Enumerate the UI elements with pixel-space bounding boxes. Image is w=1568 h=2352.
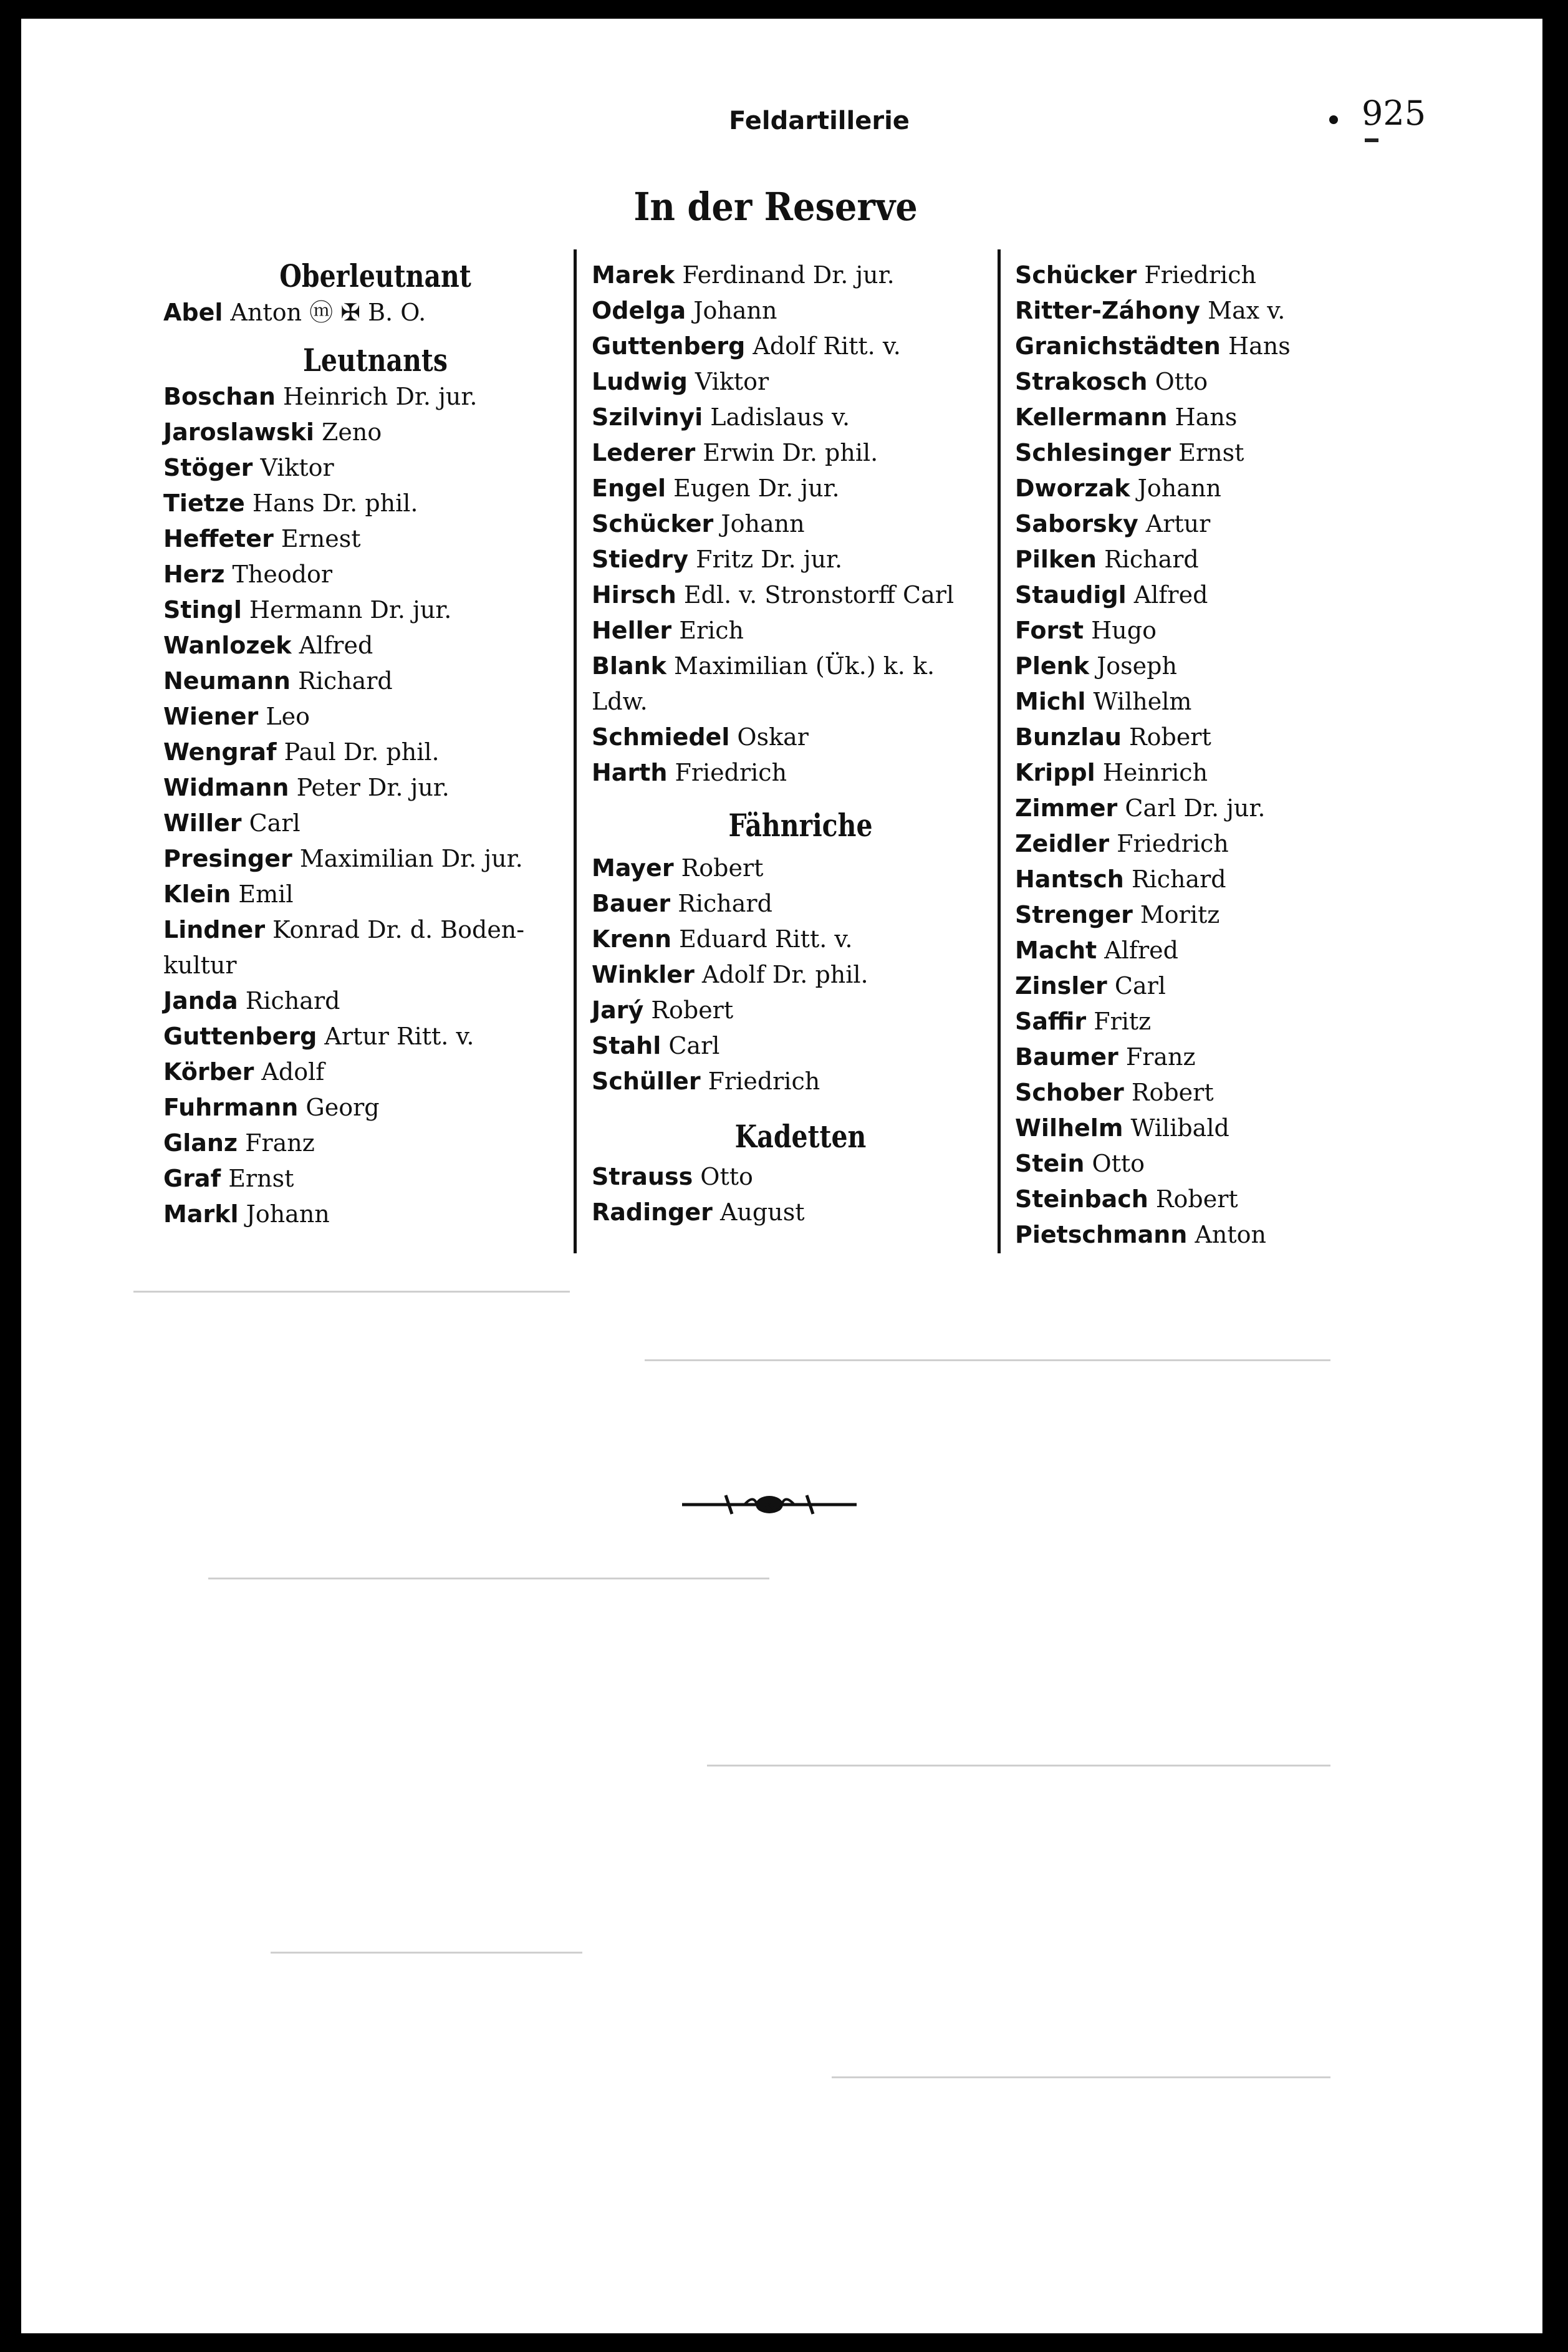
entry-surname: Lederer [592,439,696,466]
entry-surname: Schmiedel [592,723,730,751]
roster-entry [163,295,587,330]
entry-given-names: Anton [1187,1221,1266,1248]
entry-given-names: Otto [1084,1150,1145,1177]
entry-surname: Guttenberg [592,332,746,360]
entry-surname: Heller [592,617,672,644]
roster-entry [592,293,1009,329]
roster-entry [592,1064,1009,1099]
roster-entry [1015,329,1402,364]
entry-given-names: Eduard Ritt. v. [671,925,853,953]
entry-surname: Wilhelm [1015,1114,1123,1142]
entry-given-names: Friedrich [700,1068,820,1095]
entry-given-names: Anton ⓜ ✠ B. O. [223,299,426,326]
entry-surname: Steinbach [1015,1185,1148,1213]
entry-given-names: Otto [693,1163,753,1190]
entry-surname: Stöger [163,454,253,481]
entry-surname: Wanlozek [163,632,292,659]
roster-entry [1015,1146,1402,1182]
roster-entry [1015,435,1402,471]
bleed-through [271,1952,582,1954]
entry-given-names: Maximilian (Ük.) k. k. [666,652,935,680]
column-divider-left [574,249,577,1253]
entry-surname: Strakosch [1015,368,1148,395]
entry-given-names: Franz [238,1129,315,1157]
roster-entry [1015,720,1402,755]
entry-given-names: Friedrich [1137,261,1256,289]
entry-given-names: Hans [1167,403,1238,431]
entry-given-names: Viktor [253,454,334,481]
entry-given-names: Robert [643,996,734,1024]
entry-given-names: Robert [673,854,764,882]
entry-given-names: Max v. [1200,297,1286,324]
page-dot-mark [1329,115,1338,124]
entry-given-names: Carl [661,1032,720,1059]
entry-given-names: Ernst [1171,439,1244,466]
entry-given-names: Ldw. [592,688,648,715]
entry-surname: Pietschmann [1015,1221,1188,1248]
entry-given-names: Erich [671,617,744,644]
bleed-through [645,1359,1330,1361]
roster-entry [163,841,587,877]
heading-leutnants: Leutnants [303,342,448,378]
roster-entry [592,329,1009,364]
entry-surname: Heffeter [163,525,274,552]
entry-given-names: Paul Dr. phil. [276,738,440,766]
entry-given-names: August [712,1198,805,1226]
entry-given-names: Ernest [273,525,361,552]
entry-given-names: Franz [1118,1043,1196,1071]
entry-given-names: Zeno [314,418,382,446]
roster-entry [1015,258,1402,293]
roster-entry [592,1028,1009,1064]
entry-given-names: Ladislaus v. [703,403,850,431]
entry-given-names: Robert [1121,723,1211,751]
entry-surname: Presinger [163,845,292,872]
entry-surname: Klein [163,880,231,908]
roster-entry [163,1019,587,1054]
roster-entry [1015,364,1402,400]
roster-entry [592,613,1009,648]
document-page [21,19,1542,2333]
entry-given-names: kultur [163,952,237,979]
entry-surname: Szilvinyi [592,403,703,431]
entry-given-names: Carl Dr. jur. [1117,794,1266,822]
bleed-through [208,1578,769,1579]
entry-surname: Baumer [1015,1043,1118,1071]
column-left [163,258,587,1232]
entry-given-names: Hermann Dr. jur. [241,596,452,624]
roster-entry [592,648,1009,684]
roster-entry [163,450,587,486]
roster-entry [1015,471,1402,506]
roster-entry [163,699,587,735]
entry-given-names: Johann [238,1200,330,1228]
roster-entry [1015,755,1402,791]
roster-entry [592,1159,1009,1195]
roster-entry [592,400,1009,435]
roster-entry [592,258,1009,293]
entry-given-names: Wilibald [1123,1114,1229,1142]
entry-given-names: Fritz [1086,1008,1152,1035]
entry-surname: Ritter-Záhony [1015,297,1201,324]
entry-surname: Mayer [592,854,674,882]
entry-given-names: Joseph [1089,652,1177,680]
roster-entry [592,851,1009,886]
entry-given-names: Heinrich Dr. jur. [275,383,478,410]
page-number: 925 [1362,94,1426,133]
roster-entry [1015,542,1402,577]
roster-entry [1015,1217,1402,1253]
entry-given-names: Emil [231,880,294,908]
roster-entry [1015,1111,1402,1146]
entry-surname: Forst [1015,617,1084,644]
roster-entry [163,1161,587,1197]
entry-surname: Tietze [163,489,245,517]
roster-entry [1015,933,1402,968]
roster-entry [592,720,1009,755]
entry-surname: Saborsky [1015,510,1138,537]
entry-surname: Willer [163,809,242,837]
entry-given-names: Peter Dr. jur. [289,774,450,801]
entry-surname: Janda [163,987,238,1015]
entry-surname: Strauss [592,1163,693,1190]
entry-given-names: Friedrich [667,759,787,786]
entry-surname: Winkler [592,961,695,988]
page-mark [1365,138,1378,142]
roster-entry [163,1054,587,1090]
roster-entry [163,592,587,628]
entry-surname: Odelga [592,297,686,324]
entry-given-names: Konrad Dr. d. Boden- [265,916,525,943]
heading-faehnriche: Fähnriche [728,807,873,844]
section-title: In der Reserve [633,184,918,229]
entry-given-names: Robert [1148,1185,1238,1213]
entry-given-names: Edl. v. Stronstorff Carl [676,581,955,609]
entry-given-names: Heinrich [1095,759,1208,786]
column-middle [592,258,1009,1230]
entry-surname: Zinsler [1015,972,1107,1000]
entry-given-names: Fritz Dr. jur. [688,546,843,573]
roster-entry [592,542,1009,577]
roster-entry [163,1125,587,1161]
roster-entry [163,983,587,1019]
entry-given-names: Viktor [687,368,769,395]
roster-entry [592,577,1009,613]
entry-surname: Zimmer [1015,794,1118,822]
entry-given-names: Moritz [1132,901,1220,928]
entry-surname: Schlesinger [1015,439,1171,466]
entry-surname: Ludwig [592,368,688,395]
heading-oberleutnant: Oberleutnant [279,258,471,294]
entry-given-names: Ernst [221,1165,294,1192]
roster-entry [592,684,1009,720]
entry-surname: Fuhrmann [163,1094,299,1121]
entry-given-names: Alfred [291,632,373,659]
entry-surname: Harth [592,759,668,786]
entry-given-names: Artur [1138,510,1211,537]
roster-entry [1015,1039,1402,1075]
entry-given-names: Erwin Dr. phil. [695,439,878,466]
entry-given-names: Oskar [729,723,809,751]
entry-given-names: Johann [1130,475,1221,502]
entry-given-names: Artur Ritt. v. [317,1023,474,1050]
roster-entry [592,471,1009,506]
entry-surname: Körber [163,1058,254,1086]
entry-surname: Saffir [1015,1008,1087,1035]
entry-given-names: Otto [1147,368,1208,395]
ornament-divider [682,1489,857,1520]
heading-kadetten: Kadetten [734,1118,867,1155]
entry-given-names: Wilhelm [1085,688,1192,715]
running-head: Feldartillerie [729,107,910,135]
entry-given-names: Friedrich [1109,830,1229,857]
roster-entry [163,877,587,912]
roster-entry [163,948,587,983]
roster-entry [592,957,1009,993]
roster-entry [1015,613,1402,648]
entry-given-names: Hugo [1084,617,1157,644]
entry-given-names: Georg [298,1094,380,1121]
entry-given-names: Alfred [1126,581,1208,609]
list-faehnriche [592,851,1009,1099]
roster-entry [163,628,587,663]
entry-given-names: Carl [241,809,301,837]
list-leutnants [163,379,587,1232]
entry-given-names: Richard [238,987,340,1015]
roster-entry [1015,293,1402,329]
entry-surname: Guttenberg [163,1023,317,1050]
entry-given-names: Hans [1220,332,1291,360]
entry-surname: Wengraf [163,738,277,766]
entry-given-names: Theodor [224,561,333,588]
entry-surname: Schücker [1015,261,1137,289]
roster-entry [163,379,587,415]
roster-entry [163,806,587,841]
entry-surname: Bauer [592,890,671,917]
entry-given-names: Johann [713,510,805,537]
roster-entry [592,886,1009,922]
roster-entry [163,1197,587,1232]
entry-given-names: Adolf [254,1058,325,1086]
entry-surname: Markl [163,1200,239,1228]
entry-surname: Macht [1015,937,1097,964]
bleed-through [133,1291,570,1293]
entry-surname: Plenk [1015,652,1089,680]
entry-given-names: Richard [290,667,393,695]
roster-entry [1015,1075,1402,1111]
entry-given-names: Hans Dr. phil. [244,489,418,517]
roster-entry [1015,684,1402,720]
entry-surname: Herz [163,561,225,588]
entry-surname: Krippl [1015,759,1095,786]
entry-surname: Boschan [163,383,276,410]
entry-surname: Krenn [592,925,672,953]
entry-surname: Staudigl [1015,581,1127,609]
roster-entry [1015,862,1402,897]
entry-surname: Wiener [163,703,259,730]
entry-surname: Stingl [163,596,242,624]
roster-entry [1015,400,1402,435]
roster-entry [1015,577,1402,613]
entry-surname: Marek [592,261,675,289]
entry-surname: Granichstädten [1015,332,1221,360]
entry-surname: Pilken [1015,546,1097,573]
roster-entry [592,922,1009,957]
roster-entry [1015,1182,1402,1217]
entry-surname: Lindner [163,916,266,943]
entry-surname: Glanz [163,1129,238,1157]
entry-surname: Bunzlau [1015,723,1122,751]
entry-surname: Zeidler [1015,830,1110,857]
entry-surname: Strenger [1015,901,1133,928]
entry-given-names: Eugen Dr. jur. [666,475,840,502]
entry-given-names: Adolf Dr. phil. [694,961,868,988]
entry-surname: Michl [1015,688,1086,715]
entry-given-names: Alfred [1097,937,1178,964]
roster-entry [1015,826,1402,862]
list-oberleutnant [163,295,587,330]
roster-entry [592,435,1009,471]
list-middle [592,258,1009,791]
entry-surname: Schüller [592,1068,701,1095]
roster-entry [163,486,587,521]
roster-entry [592,506,1009,542]
roster-entry [1015,1004,1402,1039]
column-right [1015,258,1402,1253]
entry-surname: Graf [163,1165,221,1192]
roster-entry [163,521,587,557]
roster-entry [592,364,1009,400]
entry-surname: Stahl [592,1032,661,1059]
list-right [1015,258,1402,1253]
roster-entry [1015,791,1402,826]
entry-given-names: Leo [258,703,310,730]
entry-surname: Jaroslawski [163,418,314,446]
roster-entry [163,912,587,948]
entry-given-names: Carl [1107,972,1166,1000]
entry-surname: Engel [592,475,666,502]
column-divider-right [998,249,1001,1253]
entry-given-names: Richard [670,890,772,917]
entry-surname: Stiedry [592,546,689,573]
entry-given-names: Johann [686,297,777,324]
entry-surname: Jarý [592,996,644,1024]
entry-given-names: Maximilian Dr. jur. [292,845,523,872]
entry-given-names: Richard [1123,865,1226,893]
entry-surname: Hirsch [592,581,676,609]
list-kadetten [592,1159,1009,1230]
roster-entry [1015,968,1402,1004]
bleed-through [832,2076,1330,2078]
roster-entry [592,993,1009,1028]
entry-surname: Dworzak [1015,475,1130,502]
entry-surname: Schücker [592,510,714,537]
entry-surname: Abel [163,299,223,326]
entry-surname: Stein [1015,1150,1085,1177]
entry-surname: Neumann [163,667,291,695]
entry-surname: Schober [1015,1079,1124,1106]
entry-surname: Kellermann [1015,403,1168,431]
entry-given-names: Adolf Ritt. v. [745,332,901,360]
roster-entry [1015,897,1402,933]
roster-entry [592,1195,1009,1230]
bleed-through [707,1765,1330,1766]
entry-surname: Radinger [592,1198,713,1226]
roster-entry [1015,648,1402,684]
roster-entry [163,1090,587,1125]
roster-entry [592,755,1009,791]
roster-entry [163,663,587,699]
roster-entry [1015,506,1402,542]
entry-given-names: Richard [1096,546,1199,573]
roster-entry [163,415,587,450]
roster-entry [163,735,587,770]
roster-entry [163,770,587,806]
entry-given-names: Robert [1123,1079,1214,1106]
entry-given-names: Ferdinand Dr. jur. [675,261,895,289]
entry-surname: Widmann [163,774,289,801]
entry-surname: Blank [592,652,666,680]
entry-surname: Hantsch [1015,865,1124,893]
roster-entry [163,557,587,592]
